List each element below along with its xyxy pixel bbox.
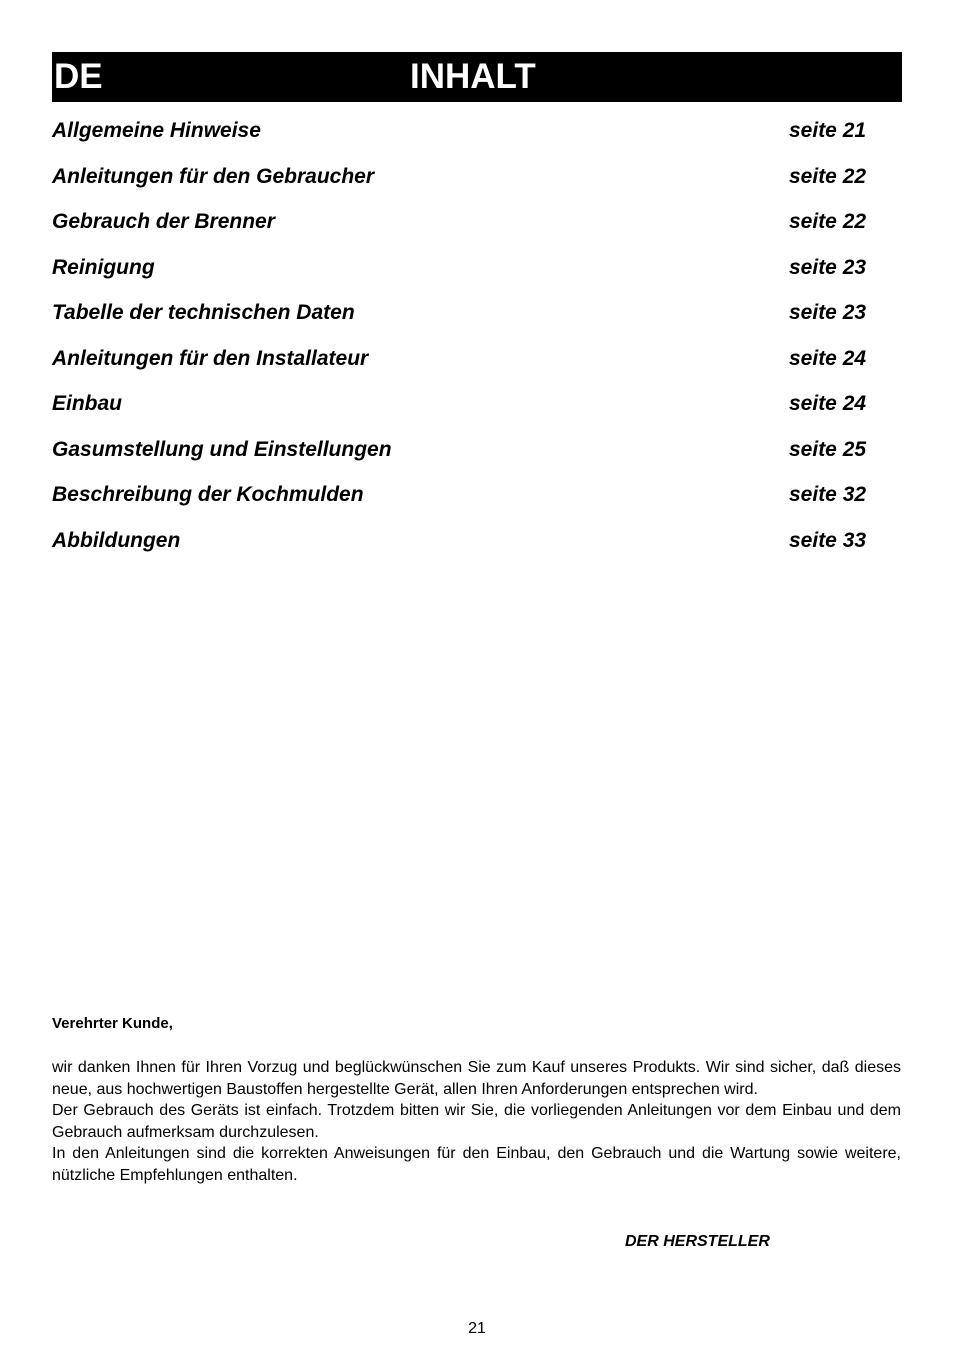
page-title: INHALT: [410, 57, 536, 96]
toc-entry[interactable]: [52, 252, 902, 298]
toc-entry[interactable]: [52, 115, 902, 161]
toc-entry-title: Abbildungen: [52, 528, 181, 552]
toc-entry-title: Gasumstellung und Einstellungen: [52, 437, 392, 461]
toc-entry[interactable]: [52, 434, 902, 480]
toc-entry-page: seite 23: [789, 301, 867, 324]
letter-paragraph: Der Gebrauch des Geräts ist einfach. Trotzdem bitten wir Sie, die vorliegenden Anleitungen vor dem Einbau und dem Gebrauch aufmerksam durchzulesen.: [52, 1102, 901, 1141]
toc-entry[interactable]: [52, 206, 902, 252]
letter-greeting: Verehrter Kunde,: [52, 1015, 173, 1032]
toc-entry[interactable]: [52, 343, 902, 389]
language-code: DE: [54, 57, 103, 96]
letter-body: [52, 1057, 901, 1187]
toc-entry-page: seite 22: [789, 210, 867, 233]
toc-entry-title: Tabelle der technischen Daten: [52, 301, 355, 324]
toc-entry-page: seite 25: [789, 437, 867, 461]
toc-entry[interactable]: [52, 297, 902, 343]
toc-entry-title: Einbau: [52, 392, 123, 415]
toc-entry[interactable]: [52, 525, 902, 571]
toc-entry-page: seite 24: [789, 392, 867, 415]
toc-entry-page: seite 21: [789, 119, 867, 142]
toc-entry-title: Anleitungen für den Installateur: [52, 346, 369, 370]
toc-entry-page: seite 32: [789, 483, 867, 506]
letter-signature: DER HERSTELLER: [625, 1233, 770, 1250]
page-number: 21: [468, 1320, 486, 1337]
toc-entry-title: Gebrauch der Brenner: [52, 210, 275, 233]
toc-entry-page: seite 23: [789, 255, 867, 279]
table-of-contents: [52, 115, 902, 570]
letter-paragraph: In den Anleitungen sind die korrekten Anweisungen für den Einbau, den Gebrauch und die Wartung sowie weitere, nützliche Empfehlungen enthalten.: [52, 1145, 901, 1184]
toc-entry-page: seite 33: [789, 528, 867, 552]
letter-paragraph: wir danken Ihnen für Ihren Vorzug und beglückwünschen Sie zum Kauf unseres Produkts. Wir sind sicher, daß dieses neue, aus hochwertigen Baustoffen hergestellte Gerät, allen Ihren Anforderungen entsprechen wird.: [52, 1059, 901, 1098]
toc-entry-title: Beschreibung der Kochmulden: [52, 483, 364, 506]
section-header-bar: [52, 52, 902, 102]
toc-entry-page: seite 24: [789, 346, 867, 370]
toc-entry-title: Reinigung: [52, 255, 155, 279]
toc-entry[interactable]: [52, 388, 902, 434]
toc-entry-page: seite 22: [789, 164, 867, 188]
toc-entry-title: Allgemeine Hinweise: [52, 119, 261, 142]
toc-entry[interactable]: [52, 161, 902, 207]
toc-entry-title: Anleitungen für den Gebraucher: [52, 164, 375, 188]
toc-entry[interactable]: [52, 479, 902, 525]
